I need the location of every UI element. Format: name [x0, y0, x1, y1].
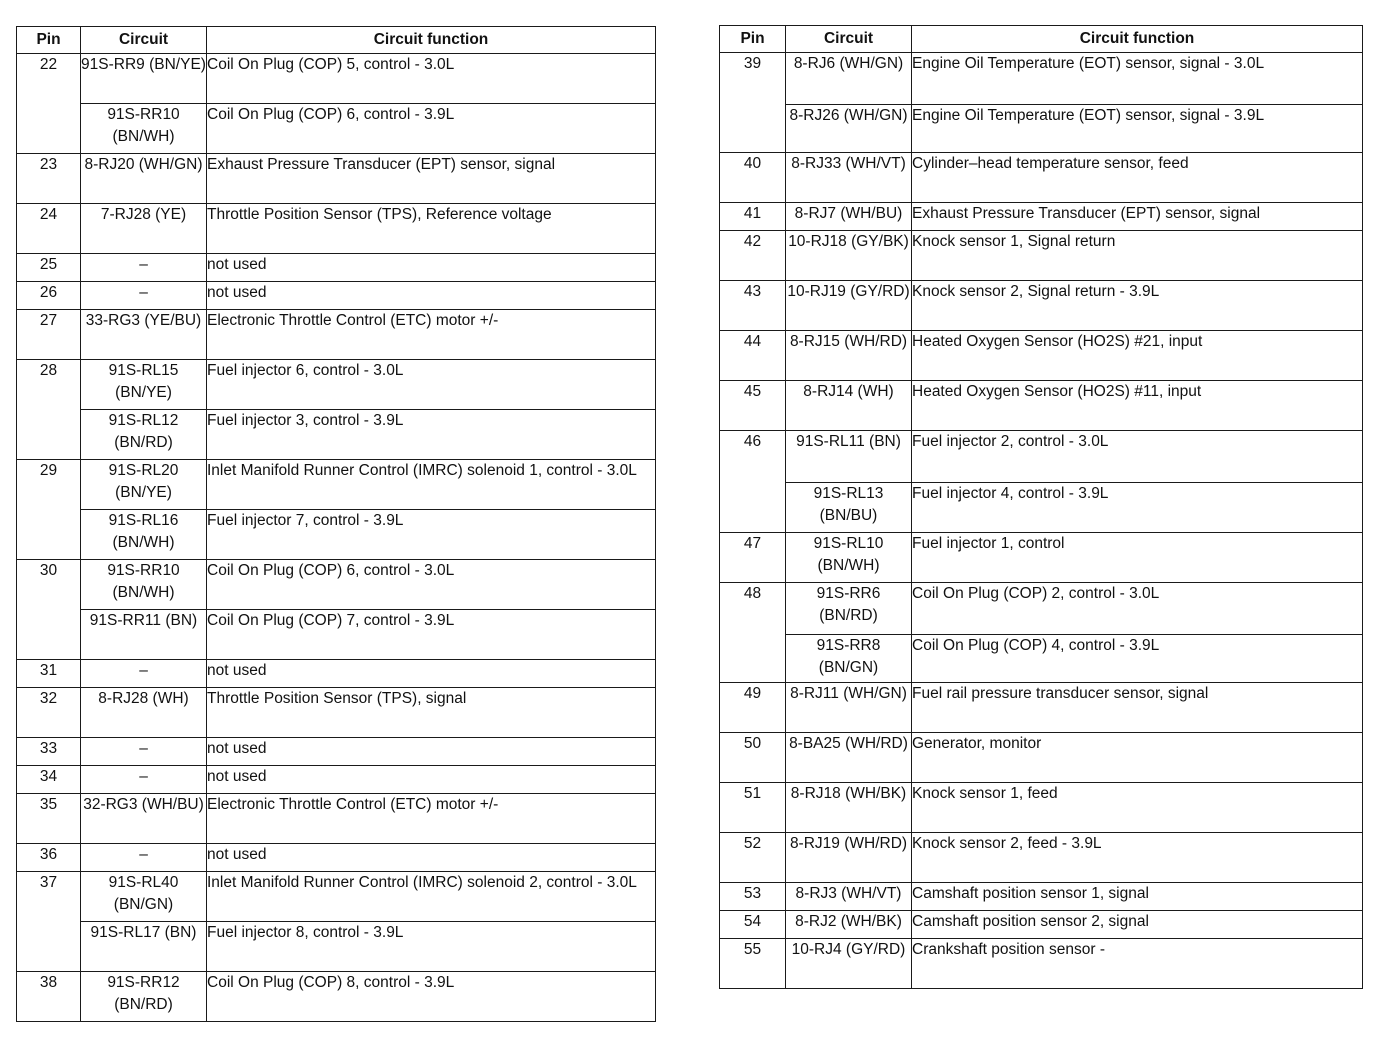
circuit-function-cell: Crankshaft position sensor -: [912, 939, 1363, 989]
pin-number-cell: 34: [17, 766, 81, 794]
circuit-cell: 91S-RR8 (BN/GN): [786, 635, 912, 683]
table-row: [17, 560, 656, 610]
pin-number-cell: 32: [17, 688, 81, 738]
table-row: [720, 883, 1363, 911]
table-row: [720, 105, 1363, 153]
table-row: [720, 635, 1363, 683]
circuit-function-cell: Knock sensor 2, Signal return - 3.9L: [912, 281, 1363, 331]
circuit-cell: –: [81, 254, 207, 282]
circuit-cell: 32-RG3 (WH/BU): [81, 794, 207, 844]
circuit-cell: –: [81, 844, 207, 872]
circuit-function-cell: not used: [207, 844, 656, 872]
table-row: [17, 460, 656, 510]
table-row: [720, 683, 1363, 733]
circuit-function-cell: Throttle Position Sensor (TPS), Reference voltage: [207, 204, 656, 254]
circuit-cell: 91S-RL20 (BN/YE): [81, 460, 207, 510]
table-row: [17, 872, 656, 922]
table-row: [17, 410, 656, 460]
pin-number-cell: 49: [720, 683, 786, 733]
circuit-function-cell: Coil On Plug (COP) 6, control - 3.0L: [207, 560, 656, 610]
circuit-function-cell: not used: [207, 738, 656, 766]
circuit-function-cell: Fuel rail pressure transducer sensor, signal: [912, 683, 1363, 733]
circuit-function-cell: Coil On Plug (COP) 5, control - 3.0L: [207, 54, 656, 104]
pin-number-cell: 47: [720, 533, 786, 583]
circuit-function-cell: Coil On Plug (COP) 4, control - 3.9L: [912, 635, 1363, 683]
table-row: [17, 360, 656, 410]
table-row: [720, 431, 1363, 483]
table-row: [720, 833, 1363, 883]
table-row: [720, 53, 1363, 105]
table-row: [720, 733, 1363, 783]
pin-number-cell: 40: [720, 153, 786, 203]
circuit-cell: 8-BA25 (WH/RD): [786, 733, 912, 783]
circuit-function-cell: Camshaft position sensor 1, signal: [912, 883, 1363, 911]
circuit-function-cell: Generator, monitor: [912, 733, 1363, 783]
pin-number-cell: 52: [720, 833, 786, 883]
pin-number-cell: 23: [17, 154, 81, 204]
circuit-cell: 91S-RL13 (BN/BU): [786, 483, 912, 533]
circuit-function-cell: Fuel injector 4, control - 3.9L: [912, 483, 1363, 533]
table-row: [17, 610, 656, 660]
table-row: [720, 533, 1363, 583]
pin-number-cell: 45: [720, 381, 786, 431]
pin-column-header: Pin: [720, 26, 786, 53]
pin-number-cell: 36: [17, 844, 81, 872]
circuit-function-cell: Fuel injector 8, control - 3.9L: [207, 922, 656, 972]
circuit-cell: 91S-RR10 (BN/WH): [81, 104, 207, 154]
circuit-cell: 91S-RL40 (BN/GN): [81, 872, 207, 922]
circuit-function-cell: Coil On Plug (COP) 7, control - 3.9L: [207, 610, 656, 660]
circuit-function-cell: Knock sensor 1, feed: [912, 783, 1363, 833]
circuit-function-cell: not used: [207, 254, 656, 282]
pin-number-cell: 41: [720, 203, 786, 231]
circuit-cell: –: [81, 738, 207, 766]
table-row: [720, 203, 1363, 231]
table-row: [720, 911, 1363, 939]
table-row: [17, 972, 656, 1022]
circuit-column-header: Circuit: [81, 27, 207, 54]
pin-number-cell: 24: [17, 204, 81, 254]
circuit-cell: 7-RJ28 (YE): [81, 204, 207, 254]
table-row: [720, 153, 1363, 203]
table-row: [17, 766, 656, 794]
pin-number-cell: 30: [17, 560, 81, 660]
circuit-function-cell: Heated Oxygen Sensor (HO2S) #21, input: [912, 331, 1363, 381]
pin-number-cell: 33: [17, 738, 81, 766]
pin-number-cell: 31: [17, 660, 81, 688]
circuit-cell: –: [81, 660, 207, 688]
circuit-cell: 8-RJ26 (WH/GN): [786, 105, 912, 153]
circuit-function-cell: Inlet Manifold Runner Control (IMRC) solenoid 1, control - 3.0L: [207, 460, 656, 510]
table-row: [720, 939, 1363, 989]
circuit-function-cell: Coil On Plug (COP) 8, control - 3.9L: [207, 972, 656, 1022]
table-row: [17, 254, 656, 282]
circuit-cell: 8-RJ3 (WH/VT): [786, 883, 912, 911]
circuit-cell: 8-RJ28 (WH): [81, 688, 207, 738]
circuit-cell: 10-RJ18 (GY/BK): [786, 231, 912, 281]
circuit-cell: 8-RJ18 (WH/BK): [786, 783, 912, 833]
circuit-function-cell: Exhaust Pressure Transducer (EPT) sensor, signal: [207, 154, 656, 204]
table-row: [720, 783, 1363, 833]
table-row: [17, 154, 656, 204]
circuit-cell: 91S-RL17 (BN): [81, 922, 207, 972]
circuit-cell: 91S-RL10 (BN/WH): [786, 533, 912, 583]
pin-number-cell: 27: [17, 310, 81, 360]
circuit-function-cell: Cylinder–head temperature sensor, feed: [912, 153, 1363, 203]
pin-table-right: [719, 25, 1363, 989]
circuit-function-cell: Engine Oil Temperature (EOT) sensor, signal - 3.9L: [912, 105, 1363, 153]
circuit-function-cell: Coil On Plug (COP) 6, control - 3.9L: [207, 104, 656, 154]
pin-table-left: [16, 26, 656, 1022]
table-row: [720, 231, 1363, 281]
table-row: [17, 54, 656, 104]
pin-number-cell: 28: [17, 360, 81, 460]
table-row: [720, 331, 1363, 381]
circuit-cell: 33-RG3 (YE/BU): [81, 310, 207, 360]
table-row: [720, 381, 1363, 431]
circuit-function-cell: Exhaust Pressure Transducer (EPT) sensor, signal: [912, 203, 1363, 231]
circuit-cell: 8-RJ20 (WH/GN): [81, 154, 207, 204]
circuit-function-cell: Knock sensor 1, Signal return: [912, 231, 1363, 281]
pin-number-cell: 51: [720, 783, 786, 833]
circuit-function-cell: Engine Oil Temperature (EOT) sensor, signal - 3.0L: [912, 53, 1363, 105]
pin-number-cell: 39: [720, 53, 786, 153]
pin-number-cell: 53: [720, 883, 786, 911]
pin-table-right-body: [720, 53, 1363, 989]
circuit-cell: 10-RJ19 (GY/RD): [786, 281, 912, 331]
circuit-cell: 91S-RR10 (BN/WH): [81, 560, 207, 610]
circuit-cell: –: [81, 766, 207, 794]
circuit-cell: 91S-RR11 (BN): [81, 610, 207, 660]
circuit-cell: 8-RJ14 (WH): [786, 381, 912, 431]
circuit-function-cell: Throttle Position Sensor (TPS), signal: [207, 688, 656, 738]
table-row: [17, 310, 656, 360]
circuit-function-cell: Fuel injector 1, control: [912, 533, 1363, 583]
table-row: [17, 922, 656, 972]
pin-number-cell: 29: [17, 460, 81, 560]
circuit-function-cell: Electronic Throttle Control (ETC) motor +/-: [207, 310, 656, 360]
circuit-cell: 10-RJ4 (GY/RD): [786, 939, 912, 989]
circuit-cell: 91S-RL15 (BN/YE): [81, 360, 207, 410]
table-row: [720, 483, 1363, 533]
table-row: [17, 688, 656, 738]
circuit-function-cell: not used: [207, 282, 656, 310]
table-row: [17, 738, 656, 766]
circuit-cell: 8-RJ19 (WH/RD): [786, 833, 912, 883]
table-row: [17, 204, 656, 254]
circuit-function-cell: not used: [207, 766, 656, 794]
circuit-function-cell: Inlet Manifold Runner Control (IMRC) solenoid 2, control - 3.0L: [207, 872, 656, 922]
table-row: [17, 282, 656, 310]
circuit-function-cell: Coil On Plug (COP) 2, control - 3.0L: [912, 583, 1363, 635]
circuit-function-cell: Fuel injector 3, control - 3.9L: [207, 410, 656, 460]
circuit-function-cell: Fuel injector 7, control - 3.9L: [207, 510, 656, 560]
pin-number-cell: 35: [17, 794, 81, 844]
circuit-cell: 91S-RR6 (BN/RD): [786, 583, 912, 635]
circuit-function-cell: not used: [207, 660, 656, 688]
circuit-cell: 8-RJ6 (WH/GN): [786, 53, 912, 105]
circuit-function-cell: Electronic Throttle Control (ETC) motor +/-: [207, 794, 656, 844]
circuit-function-cell: Fuel injector 2, control - 3.0L: [912, 431, 1363, 483]
pin-number-cell: 43: [720, 281, 786, 331]
circuit-cell: 8-RJ11 (WH/GN): [786, 683, 912, 733]
pin-number-cell: 48: [720, 583, 786, 683]
pin-number-cell: 26: [17, 282, 81, 310]
circuit-cell: 91S-RR12 (BN/RD): [81, 972, 207, 1022]
circuit-function-cell: Camshaft position sensor 2, signal: [912, 911, 1363, 939]
table-row: [17, 844, 656, 872]
pin-number-cell: 38: [17, 972, 81, 1022]
circuit-cell: 91S-RL16 (BN/WH): [81, 510, 207, 560]
function-column-header: Circuit function: [912, 26, 1363, 53]
pin-number-cell: 50: [720, 733, 786, 783]
pin-table-left-body: [17, 54, 656, 1022]
function-column-header: Circuit function: [207, 27, 656, 54]
table-header-row: [720, 26, 1363, 53]
pin-column-header: Pin: [17, 27, 81, 54]
circuit-function-cell: Knock sensor 2, feed - 3.9L: [912, 833, 1363, 883]
circuit-cell: 91S-RL12 (BN/RD): [81, 410, 207, 460]
circuit-cell: 91S-RR9 (BN/YE): [81, 54, 207, 104]
pin-number-cell: 42: [720, 231, 786, 281]
circuit-function-cell: Fuel injector 6, control - 3.0L: [207, 360, 656, 410]
table-row: [17, 794, 656, 844]
circuit-cell: 8-RJ33 (WH/VT): [786, 153, 912, 203]
circuit-cell: 8-RJ7 (WH/BU): [786, 203, 912, 231]
table-row: [720, 281, 1363, 331]
pin-number-cell: 46: [720, 431, 786, 533]
pin-number-cell: 25: [17, 254, 81, 282]
circuit-cell: –: [81, 282, 207, 310]
pin-number-cell: 37: [17, 872, 81, 972]
table-row: [17, 510, 656, 560]
table-row: [17, 660, 656, 688]
table-header-row: [17, 27, 656, 54]
pin-number-cell: 55: [720, 939, 786, 989]
circuit-cell: 8-RJ15 (WH/RD): [786, 331, 912, 381]
circuit-function-cell: Heated Oxygen Sensor (HO2S) #11, input: [912, 381, 1363, 431]
table-row: [17, 104, 656, 154]
pin-number-cell: 44: [720, 331, 786, 381]
circuit-cell: 8-RJ2 (WH/BK): [786, 911, 912, 939]
table-row: [720, 583, 1363, 635]
circuit-column-header: Circuit: [786, 26, 912, 53]
pin-number-cell: 54: [720, 911, 786, 939]
circuit-cell: 91S-RL11 (BN): [786, 431, 912, 483]
pin-number-cell: 22: [17, 54, 81, 154]
